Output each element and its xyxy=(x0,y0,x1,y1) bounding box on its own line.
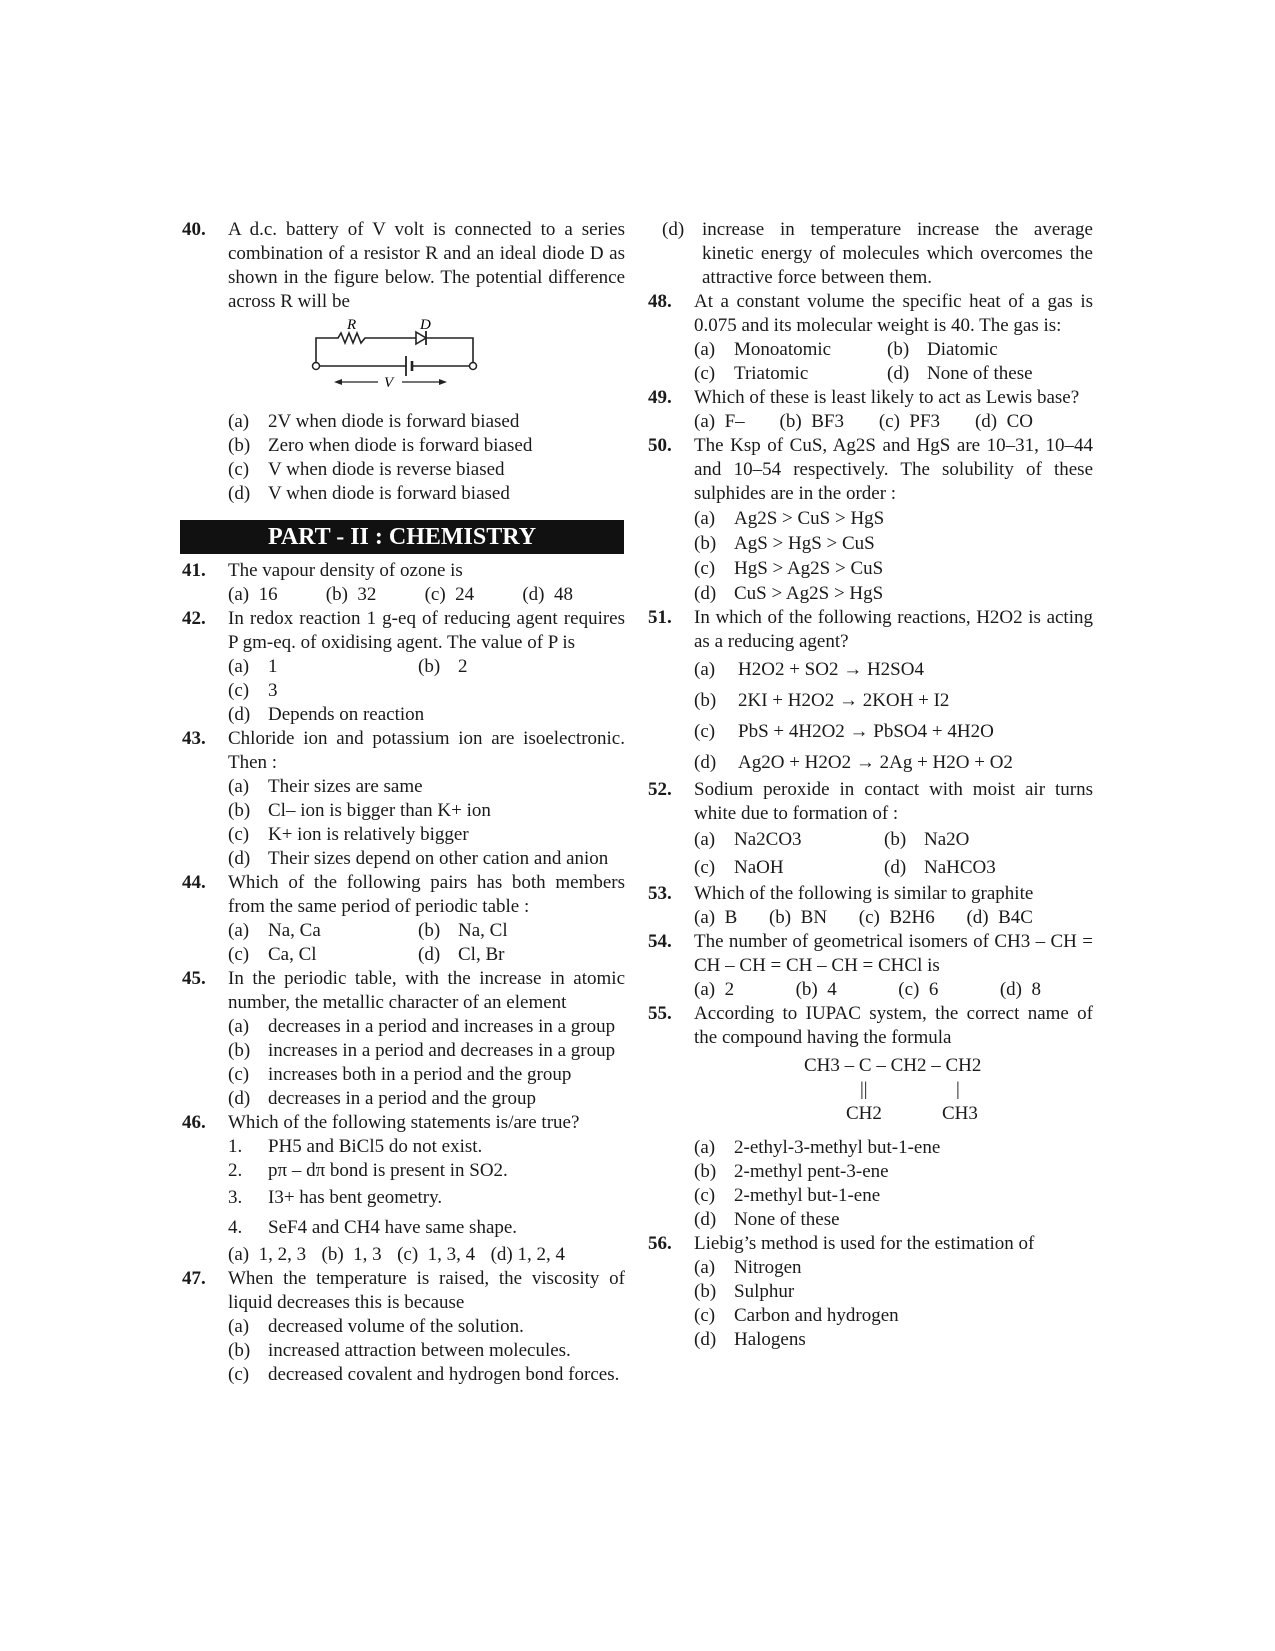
option-b[interactable]: (b) BN xyxy=(768,907,828,928)
option-c[interactable]: (c) K+ ion is relatively bigger xyxy=(228,824,469,845)
option-c[interactable]: (c) 1, 3, 4 xyxy=(397,1244,476,1265)
option-d[interactable]: (d) CuS > Ag2S > HgS xyxy=(694,583,884,604)
option-d[interactable]: (d) Cl, Br xyxy=(418,944,505,965)
option-b[interactable]: (b) 4 xyxy=(795,979,837,1000)
option-d[interactable]: (d) decreases in a period and the group xyxy=(228,1088,537,1109)
option-a[interactable]: (a) Monoatomic xyxy=(694,339,832,360)
question-text: Sodium peroxide in contact with moist air turns white due to formation of : xyxy=(694,779,1093,824)
question-number: 40. xyxy=(182,219,206,240)
option-b[interactable]: (b) Sulphur xyxy=(694,1281,795,1302)
option-d[interactable]: (d) increase in temperature increase the average kinetic energy of molecules which overcomes the attractive force between them. xyxy=(662,219,1093,288)
question-40 xyxy=(182,218,625,506)
option-c[interactable]: (c) PbS + 4H2O2 → PbSO4 + 4H2O xyxy=(694,721,994,742)
question-text: Which of these is least likely to act as Lewis base? xyxy=(694,387,1080,408)
option-a[interactable]: (a) decreases in a period and increases in a group xyxy=(228,1016,616,1037)
question-49 xyxy=(648,386,1093,434)
option-b[interactable]: (b) Cl– ion is bigger than K+ ion xyxy=(228,800,491,821)
options-row xyxy=(228,583,625,607)
statement-1: 1. PH5 and BiCl5 do not exist. xyxy=(228,1136,483,1157)
option-a[interactable]: (a) 2-ethyl-3-methyl but-1-ene xyxy=(694,1137,941,1158)
statement-4: 4. SeF4 and CH4 have same shape. xyxy=(228,1217,518,1238)
option-b[interactable]: (b) Na2O xyxy=(884,829,970,850)
question-text: At a constant volume the specific heat of a gas is 0.075 and its molecular weight is 40. The gas is: xyxy=(694,291,1093,336)
option-d[interactable]: (d) B4C xyxy=(966,907,1033,928)
question-47-continued xyxy=(648,218,1093,290)
option-a[interactable]: (a) 1, 2, 3 xyxy=(228,1244,307,1265)
question-51 xyxy=(648,606,1093,778)
question-48 xyxy=(648,290,1093,386)
left-column xyxy=(182,218,625,1387)
question-number: 54. xyxy=(648,931,672,952)
option-a[interactable]: (a) B xyxy=(694,907,738,928)
question-number: 50. xyxy=(648,435,672,456)
option-d[interactable]: (d) None of these xyxy=(887,363,1033,384)
option-d[interactable]: (d) 48 xyxy=(522,584,573,605)
question-number: 46. xyxy=(182,1112,206,1133)
option-d[interactable]: (d) V when diode is forward biased xyxy=(228,483,510,504)
question-42 xyxy=(182,607,625,727)
question-50 xyxy=(648,434,1093,606)
double-bond: || xyxy=(860,1079,868,1100)
option-d[interactable]: (d) Halogens xyxy=(694,1329,806,1350)
option-b[interactable]: (b) BF3 xyxy=(779,411,844,432)
structural-formula xyxy=(694,1050,1093,1136)
option-a[interactable]: (a) 2 xyxy=(694,979,735,1000)
question-56 xyxy=(648,1232,1093,1352)
question-text: The Ksp of CuS, Ag2S and HgS are 10–31, 10–44 and 10–54 respectively. The solubility of these sulphides are in the order : xyxy=(694,435,1093,504)
option-a[interactable]: (a) Nitrogen xyxy=(694,1257,802,1278)
question-number: 48. xyxy=(648,291,672,312)
question-number: 47. xyxy=(182,1268,206,1289)
question-41 xyxy=(182,559,625,607)
resistor-label: R xyxy=(347,317,357,333)
right-column xyxy=(648,218,1093,1352)
question-text: According to IUPAC system, the correct name of the compound having the formula xyxy=(694,1003,1093,1048)
question-44 xyxy=(182,871,625,967)
option-d[interactable]: (d) NaHCO3 xyxy=(884,857,996,878)
option-c[interactable]: (c) V when diode is reverse biased xyxy=(228,459,505,480)
statement-3: 3. I3+ has bent geometry. xyxy=(228,1187,443,1208)
question-52 xyxy=(648,778,1093,882)
question-53 xyxy=(648,882,1093,930)
question-46 xyxy=(182,1111,625,1267)
option-b[interactable]: (b) 2KI + H2O2 → 2KOH + I2 xyxy=(694,690,950,711)
option-c[interactable]: (c) PF3 xyxy=(878,411,941,432)
question-text: A d.c. battery of V volt is connected to a series combination of a resistor R and an ideal diode D as shown in the figure below. The potential difference across R will be xyxy=(228,219,625,312)
question-text: Liebig’s method is used for the estimation of xyxy=(694,1233,1035,1254)
question-number: 44. xyxy=(182,872,206,893)
option-b[interactable]: (b) increased attraction between molecules. xyxy=(228,1340,571,1361)
question-47 xyxy=(182,1267,625,1387)
question-54 xyxy=(648,930,1093,1002)
question-text: The number of geometrical isomers of CH3 – CH = CH – CH = CH – CH = CHCl is xyxy=(694,931,1093,976)
question-number: 53. xyxy=(648,883,672,904)
option-c[interactable]: (c) HgS > Ag2S > CuS xyxy=(694,558,884,579)
option-b[interactable]: (b) AgS > HgS > CuS xyxy=(694,533,875,554)
option-d[interactable]: (d) Their sizes depend on other cation and anion xyxy=(228,848,609,869)
option-b[interactable]: (b) 2-methyl pent-3-ene xyxy=(694,1161,889,1182)
option-c[interactable]: (c) 6 xyxy=(898,979,939,1000)
question-number: 51. xyxy=(648,607,672,628)
option-a[interactable]: (a) 16 xyxy=(228,584,278,605)
option-d[interactable]: (d) CO xyxy=(974,411,1033,432)
option-b[interactable]: (b) increases in a period and decreases in a group xyxy=(228,1040,616,1061)
question-number: 49. xyxy=(648,387,672,408)
option-d[interactable]: (d) 1, 2, 4 xyxy=(490,1244,565,1265)
options-row xyxy=(694,410,1093,434)
option-a[interactable]: (a) Their sizes are same xyxy=(228,776,423,797)
question-number: 45. xyxy=(182,968,206,989)
question-text: The vapour density of ozone is xyxy=(228,560,463,581)
options-row xyxy=(694,978,1093,1002)
option-b[interactable]: (b) Diatomic xyxy=(887,339,998,360)
diode-symbol xyxy=(416,332,426,344)
option-d[interactable]: (d) None of these xyxy=(694,1209,840,1230)
question-text: Which of the following statements is/are true? xyxy=(228,1112,580,1133)
branch-ch3: CH3 xyxy=(942,1103,978,1124)
option-a[interactable]: (a) F– xyxy=(694,411,745,432)
option-d[interactable]: (d) Ag2O + H2O2 → 2Ag + H2O + O2 xyxy=(694,752,1013,773)
circuit-diagram xyxy=(228,314,625,410)
question-text: In redox reaction 1 g-eq of reducing agent requires P gm-eq. of oxidising agent. The value of P is xyxy=(228,608,625,653)
option-a[interactable]: (a) decreased volume of the solution. xyxy=(228,1316,524,1337)
option-c[interactable]: (c) increases both in a period and the group xyxy=(228,1064,572,1085)
option-a[interactable]: (a) 2V when diode is forward biased xyxy=(228,411,520,432)
question-43 xyxy=(182,727,625,871)
question-text: Chloride ion and potassium ion are isoelectronic. Then : xyxy=(228,728,625,773)
option-c[interactable]: (c) Carbon and hydrogen xyxy=(694,1305,899,1326)
question-number: 43. xyxy=(182,728,206,749)
option-c[interactable]: (c) 3 xyxy=(228,680,278,701)
options-row xyxy=(228,1243,625,1267)
option-d[interactable]: (d) Depends on reaction xyxy=(228,704,425,725)
option-a[interactable]: (a) Na2CO3 xyxy=(694,829,802,850)
question-text: Which of the following pairs has both members from the same period of periodic table : xyxy=(228,872,625,917)
question-45 xyxy=(182,967,625,1111)
question-number: 42. xyxy=(182,608,206,629)
option-a[interactable]: (a) Na, Ca xyxy=(228,920,321,941)
section-header: PART - II : CHEMISTRY xyxy=(180,520,624,554)
question-text: When the temperature is raised, the viscosity of liquid decreases this is because xyxy=(228,1268,625,1313)
branch-ch2: CH2 xyxy=(846,1103,882,1124)
option-b[interactable]: (b) 32 xyxy=(325,584,377,605)
option-c[interactable]: (c) B2H6 xyxy=(858,907,935,928)
statement-2: 2. pπ – dπ bond is present in SO2. xyxy=(228,1160,508,1181)
option-b[interactable]: (b) 2 xyxy=(418,656,468,677)
option-c[interactable]: (c) Triatomic xyxy=(694,363,809,384)
question-number: 41. xyxy=(182,560,206,581)
question-text: In which of the following reactions, H2O2 is acting as a reducing agent? xyxy=(694,607,1093,652)
question-number: 56. xyxy=(648,1233,672,1254)
option-d[interactable]: (d) 8 xyxy=(999,979,1041,1000)
option-a[interactable]: (a) Ag2S > CuS > HgS xyxy=(694,508,885,529)
option-a[interactable]: (a) H2O2 + SO2 → H2SO4 xyxy=(694,659,924,680)
voltage-label: V xyxy=(384,375,394,391)
question-text: In the periodic table, with the increase in atomic number, the metallic character of an element xyxy=(228,968,625,1013)
options-row xyxy=(694,906,1093,930)
option-c[interactable]: (c) NaOH xyxy=(694,857,784,878)
option-c[interactable]: (c) 2-methyl but-1-ene xyxy=(694,1185,881,1206)
option-c[interactable]: (c) decreased covalent and hydrogen bond forces. xyxy=(228,1364,620,1385)
diode-label: D xyxy=(420,317,431,333)
question-number: 55. xyxy=(648,1003,672,1024)
option-b[interactable]: (b) 1, 3 xyxy=(321,1244,382,1265)
single-bond: | xyxy=(956,1079,960,1100)
option-b[interactable]: (b) Na, Cl xyxy=(418,920,508,941)
question-number: 52. xyxy=(648,779,672,800)
option-b[interactable]: (b) Zero when diode is forward biased xyxy=(228,435,533,456)
question-text: Which of the following is similar to graphite xyxy=(694,883,1034,904)
question-55 xyxy=(648,1002,1093,1232)
option-c[interactable]: (c) Ca, Cl xyxy=(228,944,317,965)
option-a[interactable]: (a) 1 xyxy=(228,656,278,677)
formula-main-chain: CH3 – C – CH2 – CH2 xyxy=(804,1055,982,1076)
option-c[interactable]: (c) 24 xyxy=(424,584,475,605)
